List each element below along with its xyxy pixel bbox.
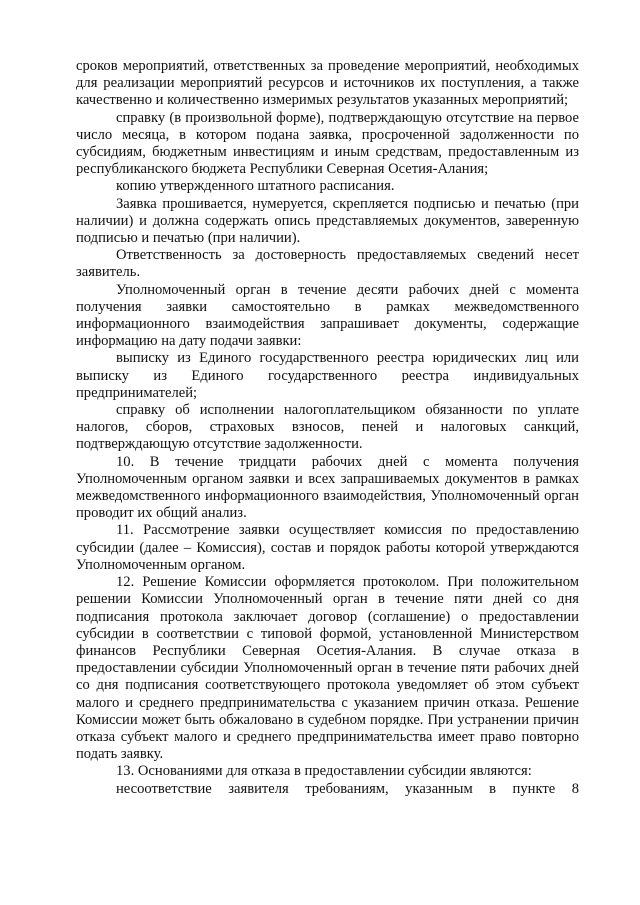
document-page	[76, 58, 579, 798]
paragraph-debt-certificate: справку (в произвольной форме), подтверждающую отсутствие на первое число месяца, в котором подана заявка, просроченной задолженности по субсидиям, бюджетным инвестициям и иным средствам, предоставленным из республиканского бюджета Республики Северная Осетия-Алания;	[76, 109, 579, 178]
paragraph-item-10: 10. В течение тридцати рабочих дней с момента получения Уполномоченным органом заявки и всех запрашиваемых документов в рамках межведомственного информационного взаимодействия, Уполномоченный орган проводит их общий анализ.	[76, 453, 579, 522]
paragraph-item-12: 12. Решение Комиссии оформляется протоколом. При положительном решении Комиссии Уполномоченный орган в течение пяти дней со дня подписания протокола заключает договор (соглашение) о предоставлении субсидии в соответствии с типовой формой, установленной Министерством финансов Республики Северная Осетия-Алания. В случае отказа в предоставлении субсидии Уполномоченный орган в течение пяти рабочих дней со дня подписания соответствующего протокола уведомляет об этом субъект малого и среднего предпринимательства с указанием причин отказа. Решение Комиссии может быть обжаловано в судебном порядке. При устранении причин отказа субъект малого и среднего предпринимательства имеет право повторно подать заявку.	[76, 574, 579, 763]
paragraph-application-binding: Заявка прошивается, нумеруется, скрепляется подписью и печатью (при наличии) и должна содержать опись представляемых документов, заверенную подписью и печатью (при наличии).	[76, 195, 579, 247]
paragraph-registry-extract: выписку из Единого государственного реестра юридических лиц или выписку из Единого государственного реестра индивидуальных предпринимателей;	[76, 350, 579, 401]
paragraph-item-13: 13. Основаниями для отказа в предоставлении субсидии являются:	[116, 763, 532, 780]
paragraph-tax-certificate: справку об исполнении налогоплательщиком обязанности по уплате налогов, сборов, страховых взносов, пеней и налоговых санкций, подтверждающую отсутствие задолженности.	[76, 402, 579, 453]
paragraph-continuation: сроков мероприятий, ответственных за проведение мероприятий, необходимых для реализации мероприятий ресурсов и источников их поступления, а также качественно и количественно измеримых результатов указанных мероприятий;	[76, 58, 579, 109]
paragraph-interagency-request: Уполномоченный орган в течение десяти рабочих дней с момента получения заявки самостоятельно в рамках межведомственного информационного взаимодействия запрашивает документы, содержащие информацию на дату подачи заявки:	[76, 281, 579, 350]
paragraph-item-11: 11. Рассмотрение заявки осуществляет комиссия по предоставлению субсидии (далее – Комиссия), состав и порядок работы которой утверждаются Уполномоченным органом.	[76, 522, 579, 573]
paragraph-responsibility: Ответственность за достоверность предоставляемых сведений несет заявитель.	[76, 247, 579, 281]
paragraph-staff-schedule: копию утвержденного штатного расписания.	[116, 178, 395, 195]
paragraph-item-13-first-reason: несоответствие заявителя требованиям, указанным в пункте 8	[116, 780, 579, 797]
